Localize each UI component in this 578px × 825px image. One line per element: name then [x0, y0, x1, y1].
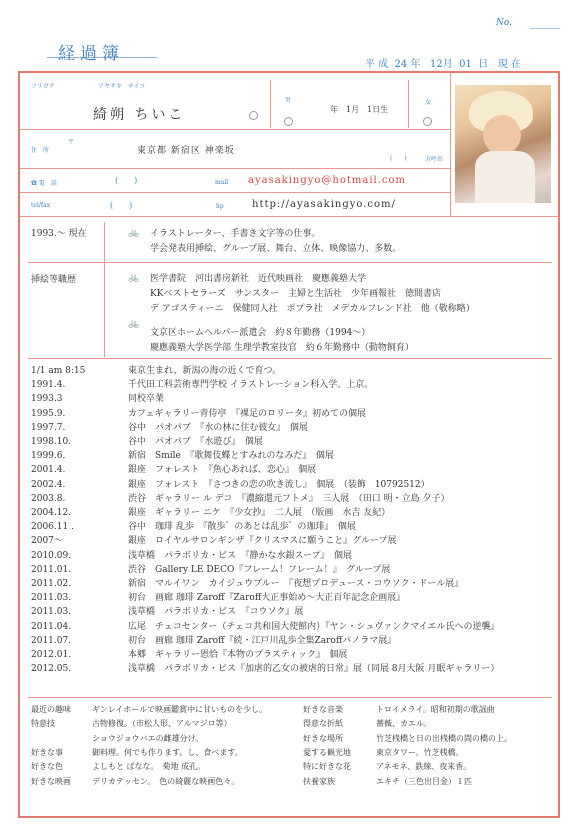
history-place: 浅草橋: [128, 607, 156, 618]
number-label: No.: [496, 18, 512, 28]
website-link[interactable]: http://ayasakingyo.com/: [252, 199, 396, 210]
page-title: 経過簿: [58, 44, 124, 64]
date-month-unit: 月: [442, 59, 453, 70]
mail-label: mail: [215, 179, 229, 186]
history-place: 初台: [128, 635, 147, 646]
history-description: 同校卒業: [128, 394, 165, 405]
history-description: ギャラリー ニケ 『少女抄』 二人展 （版画 水吉 友紀）: [155, 508, 391, 518]
favorite-value: 竹芝桟橋と日の出桟橋の間の橋の上。: [376, 733, 512, 743]
history-date: 2012.05.: [31, 664, 72, 675]
clients-label: 挿絵等職歴: [31, 275, 77, 285]
divider: [28, 262, 552, 263]
divider: [28, 358, 552, 359]
history-date: 2003.8.: [31, 493, 66, 504]
favorite-value: 古物修復。（市松人形、アルマジロ等）: [92, 719, 232, 729]
history-description: パオパブ 『水の林に住む彼女』 個展: [155, 422, 308, 433]
favorite-label: 好きな音楽: [303, 705, 343, 714]
date-year-unit: 年: [410, 59, 421, 70]
history-description: 東京生まれ、新潟の海の近くで育つ。: [128, 366, 282, 376]
history-description: ギャラリー恩恰『本物のプラスティック』 個展: [155, 650, 348, 660]
history-description: カフェギャラリー青侍亭 『裸足のロリータ』初めての個展: [128, 408, 367, 419]
client-line: デ アゴスティーニ 保健同人社 ポプラ社 メデカルフレンド社 他（敬称略）: [150, 304, 475, 314]
history-date: 2002.4.: [31, 479, 66, 490]
history-date: 2010.09.: [31, 550, 72, 561]
birthdate: 年 1月 1日生: [330, 105, 389, 114]
history-date: 1997.7.: [31, 422, 66, 433]
history-description: 画廊 珈琲 Zaroff『Zaroff大正事始め～大正百年記念企画展』: [155, 593, 406, 604]
favorite-label: 好きな色: [31, 762, 63, 772]
address: 東京都 新宿区 神楽坂: [137, 146, 235, 156]
history-description: パラボリカ・ビス『加虐的乙女の被虐的日常』展（同展 8月大阪 月眠ギャラリー）: [164, 664, 500, 675]
history-text: [128, 605, 303, 619]
history-date: 2007～: [31, 536, 63, 547]
history-text: [128, 421, 308, 435]
address-label: 住 所: [31, 147, 50, 154]
history-description: チェコセンター（チェコ共和国大使館内）『ヤン・シュヴァンクマイエル氏への逆襲』: [155, 621, 500, 632]
history-text: [128, 591, 405, 605]
phone-suffix-label: 方呼出: [425, 156, 444, 163]
history-description: 珈琲 乱歩 『散歩゛のあとは乱歩゛の珈琲』 個展: [155, 522, 356, 533]
history-description: マルイワン カイジュウブルー 『夜想プロデュース・コウソク・ドール展』: [155, 579, 464, 589]
favorite-label: 特意技: [31, 719, 55, 729]
work-line: 慶應義塾大学医学部 生理学教室技官 約６年勤務中（動物飼育）: [150, 343, 414, 353]
gender-female-label: 女: [425, 99, 432, 106]
history-date: 1999.6.: [31, 451, 66, 462]
history-place: 本郷: [128, 650, 147, 660]
history-date: 2011.02.: [31, 579, 72, 589]
history-text: [128, 620, 500, 634]
history-place: 銀座: [128, 465, 147, 476]
history-date: 2004.12.: [31, 508, 72, 518]
divider: [20, 192, 450, 193]
history-date: 1/1 am 8:15: [31, 366, 86, 376]
history-date: 2011.01.: [31, 564, 72, 575]
occupation-line: 学会発表用挿絵、グループ展、舞台、立体、映像協力、多数。: [150, 244, 402, 254]
history-date: 2011.04.: [31, 621, 72, 632]
history-text: [128, 478, 430, 492]
date-suffix: 現 在: [497, 59, 521, 70]
history-description: Smile 『歌舞伎蝶とすみれのなみだ』 個展: [155, 451, 334, 462]
favorite-label: 好きな事: [31, 747, 63, 757]
client-line: KKベストセラーズ サンスター 主婦と生活社 少年画報社 徳間書店: [150, 289, 442, 299]
history-date: 1991.4.: [31, 380, 66, 391]
history-date: 1998.10.: [31, 437, 72, 447]
gender-male-circle: [284, 111, 293, 130]
work-line: 文京区ホームヘルパー派遣会 約８年勤務（1994～）: [150, 328, 371, 338]
photo-body: [475, 151, 535, 203]
seal-icon: [249, 111, 258, 120]
history-description: 千代田工科芸術専門学校 イラストレーション科入学。上京。: [128, 380, 374, 391]
history-date: 2011.07.: [31, 635, 72, 646]
history-description: 画廊 珈琲 Zaroff『続・江戸川乱歩全集Zaroffパノラマ展』: [155, 635, 397, 646]
divider: [270, 80, 271, 128]
date-month: 12: [430, 59, 443, 70]
history-place: 谷中: [128, 522, 147, 533]
circle-icon: [423, 117, 432, 126]
favorite-value: 東京タワー。竹芝桟橋。: [376, 747, 464, 757]
history-place: 新宿: [128, 579, 147, 589]
history-date: 2011.03.: [31, 593, 72, 604]
history-text: [128, 506, 390, 520]
telfax-paren: ( ): [110, 201, 133, 210]
furigana-label: フリガナ: [31, 83, 55, 90]
favorite-label: 好きな映画: [31, 776, 71, 786]
history-text: [128, 520, 356, 534]
full-name: 綺朔 ちいこ: [93, 107, 186, 123]
history-description: パラボリカ・ビス 『コウソク』展: [164, 607, 304, 618]
bicycle-icon: 🚲: [128, 273, 140, 283]
history-date: 2011.03.: [31, 607, 72, 618]
client-line: 医学書院 河出書房新社 近代映画社 慶應義塾大学: [150, 274, 367, 284]
history-description: フォレスト 『さつきの恋の吹き流し』 個展 （装飾 10792512）: [155, 479, 430, 490]
history-description: ギャラリー ル デコ 『濃縮還元フトメ』 三人展 （田口 明・立島 夕子）: [155, 493, 450, 504]
history-place: 銀座: [128, 508, 147, 518]
favorite-value: ギンレイホールで映画鑑賞中に甘いものを少し。: [92, 705, 268, 714]
history-text: [128, 563, 390, 577]
history-date: 1993.3: [31, 394, 63, 405]
history-text: [128, 364, 281, 378]
photo-face: [483, 115, 521, 155]
favorite-label: 得意な折紙: [303, 719, 343, 729]
divider: [20, 168, 450, 169]
history-text: [128, 392, 164, 406]
history-list: [31, 364, 551, 694]
date-era: 平 成: [365, 59, 389, 70]
history-place: 初台: [128, 593, 147, 604]
career-column-divider: [104, 222, 105, 357]
work-text: [150, 326, 414, 356]
tel-paren: ( ): [115, 176, 138, 185]
portrait-photo: [455, 85, 551, 203]
date-day-unit: 日: [478, 59, 489, 70]
history-place: 渋谷: [128, 493, 147, 504]
photo-divider: [450, 73, 451, 216]
favorite-value: デリカテッセン。 色の綺麗な映画色々。: [92, 776, 240, 786]
occupation-line: イラストレーター、手書き文字等の仕事。: [150, 229, 321, 239]
hp-label: hp: [216, 203, 224, 210]
history-place: 渋谷: [128, 564, 147, 575]
gender-female-circle: [423, 111, 432, 130]
history-description: ロイヤルサロンギンザ『クリスマスに願うこと』グループ展: [155, 536, 397, 547]
history-description: パオパブ 『水遊び』 個展: [155, 437, 263, 447]
favorite-label: 愛する観光地: [303, 747, 351, 757]
history-date: 2012.01.: [31, 650, 72, 660]
date-year: 24: [394, 59, 408, 70]
history-place: 広尾: [128, 621, 147, 632]
history-text: [128, 634, 396, 648]
favorite-value: よしもと ばなな。 菊地 成孔。: [92, 762, 206, 772]
circle-icon: [284, 117, 293, 126]
postal-mark: 〒: [68, 139, 75, 146]
history-text: [128, 407, 366, 421]
history-description: Gallery LE DECO『フレーム！フレーム！』 グループ展: [155, 564, 391, 575]
date-day: 01: [459, 59, 472, 70]
history-place: 谷中: [128, 437, 147, 447]
clients-text: [150, 272, 475, 317]
history-text: [128, 449, 334, 463]
history-date: 2001.4.: [31, 465, 66, 476]
history-text: [128, 662, 499, 676]
occupation-date: 1993.～ 現在: [31, 229, 87, 239]
furigana-value: アヤサキ チイコ: [98, 83, 146, 90]
history-text: [128, 648, 347, 662]
favorite-label: 特に好きな花: [303, 762, 351, 772]
history-place: 谷中: [128, 422, 147, 433]
history-text: [128, 463, 316, 477]
history-text: [128, 378, 373, 392]
favorite-label: 扶養家族: [303, 776, 335, 786]
bicycle-icon: 🚲: [128, 228, 140, 238]
divider: [408, 80, 409, 128]
history-date: 1995.9.: [31, 408, 66, 419]
gender-male-label: 男: [285, 97, 292, 104]
history-description: パラボリカ・ビス 『静かな水銀スープ』 個展: [164, 550, 353, 561]
favorite-label: 最近の趣味: [31, 705, 71, 714]
history-text: [128, 492, 450, 506]
history-place: 銀座: [128, 536, 147, 547]
favorite-value: アネモネ、鉄線、夜来香。: [376, 762, 472, 772]
favorite-value: ショウジョウバエの雌雄分け。: [92, 733, 204, 743]
favorite-value: 御料理。何でも作ります。し、食べます。: [92, 747, 243, 757]
divider: [28, 697, 552, 698]
divider: [20, 216, 558, 217]
history-text: [128, 577, 463, 591]
number-underline: [530, 28, 560, 29]
occupation-text: [150, 227, 401, 257]
history-place: 浅草橋: [128, 550, 156, 561]
history-description: フォレスト 『魚心あれば、恋心』 個展: [155, 465, 317, 476]
email-link[interactable]: ayasakingyo@hotmail.com: [248, 175, 407, 186]
bicycle-icon: 🚲: [128, 319, 140, 329]
history-place: 新宿: [128, 451, 147, 462]
history-text: [128, 549, 352, 563]
history-text: [128, 435, 263, 449]
history-text: [128, 534, 397, 548]
phone-paren: ( ): [390, 155, 407, 162]
favorite-value: エキチ（三色出目金）１匹: [376, 776, 472, 786]
favorite-label: 好きな場所: [303, 733, 343, 743]
seal-mark: [249, 111, 258, 122]
telfax-label: tel/fax: [31, 202, 51, 209]
history-date: 2006.11 .: [31, 522, 74, 533]
favorite-value: 薔薇、カエル。: [376, 719, 432, 729]
divider: [20, 129, 450, 130]
favorite-value: トロイメライ。昭和初期の歌謡曲: [376, 705, 495, 714]
as-of-date: [365, 55, 521, 70]
history-place: 浅草橋: [128, 664, 156, 675]
history-place: 銀座: [128, 479, 147, 490]
tel-label: ☎ 電 話: [31, 180, 57, 187]
